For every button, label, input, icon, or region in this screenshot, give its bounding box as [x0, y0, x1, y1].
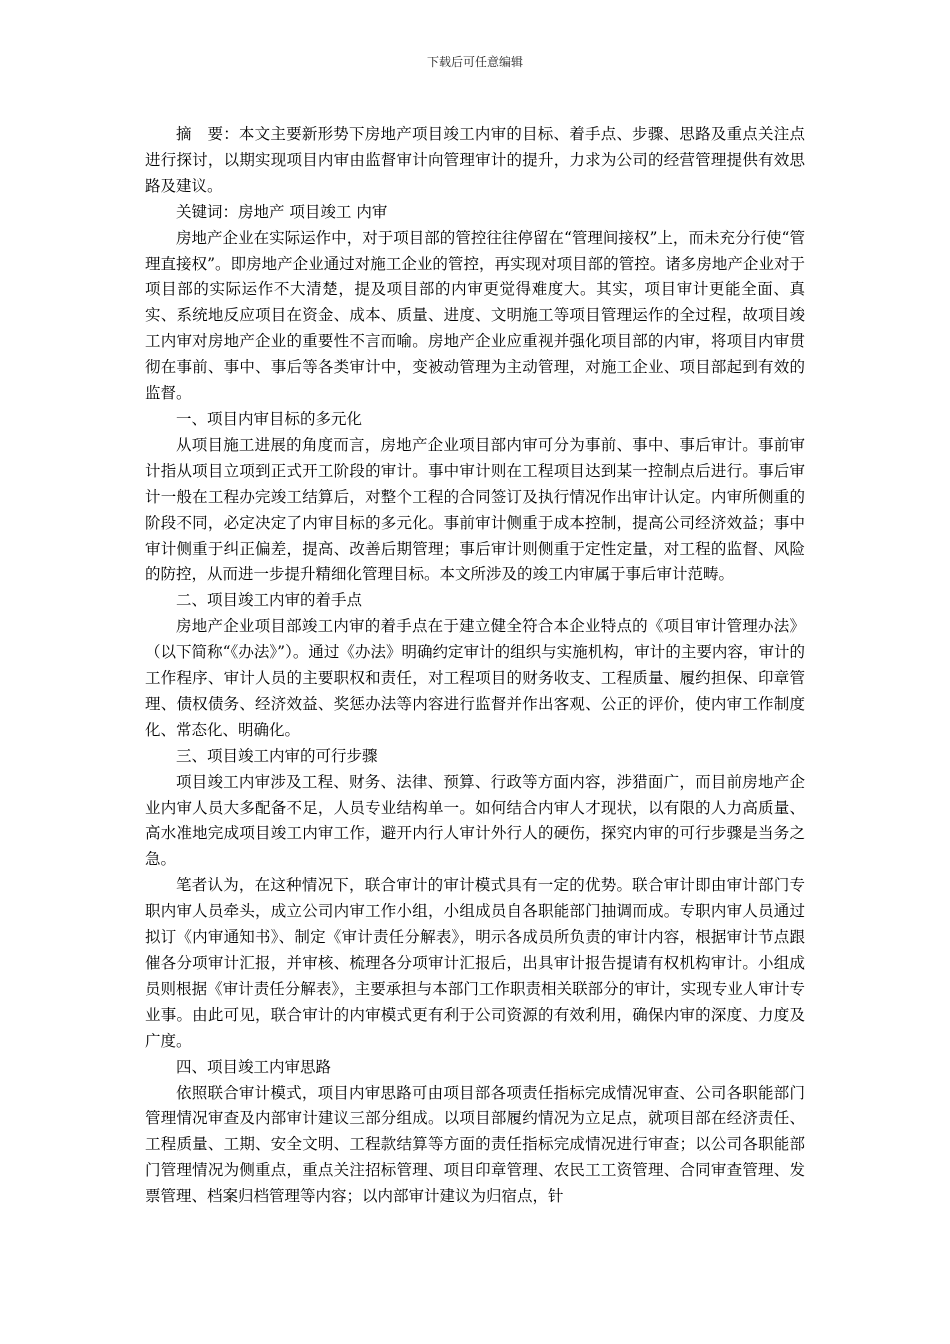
section-3-paragraph-2: 笔者认为，在这种情况下，联合审计的审计模式具有一定的优势。联合审计即由审计部门专职内审人员牵头，成立公司内审工作小组，小组成员自各职能部门抽调而成。专职内审人员通过拟订《内审通知书》、制定《审计责任分解表》，明示各成员所负责的审计内容，根据审计节点跟催各分项审计汇报，并审核、梳理各分项审计汇报后，出具审计报告提请有权机构审计。小组成员则根据《审计责任分解表》，主要承担与本部门工作职责相关联部分的审计，实现专业人审计专业事。由此可见，联合审计的内审模式更有利于公司资源的有效利用，确保内审的深度、力度及广度。	[145, 876, 805, 1050]
section-3-heading: 三、项目竣工内审的可行步骤	[176, 746, 378, 765]
section-4-heading: 四、项目竣工内审思路	[176, 1057, 332, 1076]
section-3-paragraph-1: 项目竣工内审涉及工程、财务、法律、预算、行政等方面内容，涉猎面广，而目前房地产企业内审人员大多配备不足，人员专业结构单一。如何结合内审人才现状，以有限的人力高质量、高水准地完成项目竣工内审工作，避开内行人审计外行人的硬伤，探究内审的可行步骤是当务之急。	[145, 772, 805, 869]
section-4-paragraph: 依照联合审计模式，项目内审思路可由项目部各项责任指标完成情况审查、公司各职能部门管理情况审查及内部审计建议三部分组成。以项目部履约情况为立足点，就项目部在经济责任、工程质量、工期、安全文明、工程款结算等方面的责任指标完成情况进行审查；以公司各职能部门管理情况为侧重点，重点关注招标管理、项目印章管理、农民工工资管理、合同审查管理、发票管理、档案归档管理等内容；以内部审计建议为归宿点，针	[145, 1083, 805, 1206]
keywords-line: 关键词：房地产 项目竣工 内审	[176, 202, 388, 221]
section-2-paragraph: 房地产企业项目部竣工内审的着手点在于建立健全符合本企业特点的《项目审计管理办法》（以下简称“《办法》”）。通过《办法》明确约定审计的组织与实施机构，审计的主要内容，审计的工作程序、审计人员的主要职权和责任，对工程项目的财务收支、工程质量、履约担保、印章管理、债权债务、经济效益、奖惩办法等内容进行监督并作出客观、公正的评价，使内审工作制度化、常态化、明确化。	[145, 617, 805, 739]
document-body	[145, 122, 805, 1210]
abstract-paragraph: 摘 要：本文主要新形势下房地产项目竣工内审的目标、着手点、步骤、思路及重点关注点进行探讨，以期实现项目内审由监督审计向管理审计的提升，力求为公司的经营管理提供有效思路及建议。	[145, 125, 805, 195]
intro-paragraph: 房地产企业在实际运作中，对于项目部的管控往往停留在“管理间接权”上，而未充分行使“管理直接权”。即房地产企业通过对施工企业的管控，再实现对项目部的管控。诸多房地产企业对于项目部的实际运作不大清楚，提及项目部的内审更觉得难度大。其实，项目审计更能全面、真实、系统地反应项目在资金、成本、质量、进度、文明施工等项目管理运作的全过程，故项目竣工内审对房地产企业的重要性不言而喻。房地产企业应重视并强化项目部的内审，将项目内审贯彻在事前、事中、事后等各类审计中，变被动管理为主动管理，对施工企业、项目部起到有效的监督。	[145, 228, 805, 403]
page-header: 下载后可任意编辑	[426, 55, 523, 69]
section-2-heading: 二、项目竣工内审的着手点	[176, 591, 363, 610]
section-1-heading: 一、项目内审目标的多元化	[176, 409, 363, 428]
section-1-paragraph: 从项目施工进展的角度而言，房地产企业项目部内审可分为事前、事中、事后审计。事前审计指从项目立项到正式开工阶段的审计。事中审计则在工程项目达到某一控制点后进行。事后审计一般在工程办完竣工结算后，对整个工程的合同签订及执行情况作出审计认定。内审所侧重的阶段不同，必定决定了内审目标的多元化。事前审计侧重于成本控制，提高公司经济效益；事中审计侧重于纠正偏差，提高、改善后期管理；事后审计则侧重于定性定量，对工程的监督、风险的防控，从而进一步提升精细化管理目标。本文所涉及的竣工内审属于事后审计范畴。	[145, 435, 805, 584]
